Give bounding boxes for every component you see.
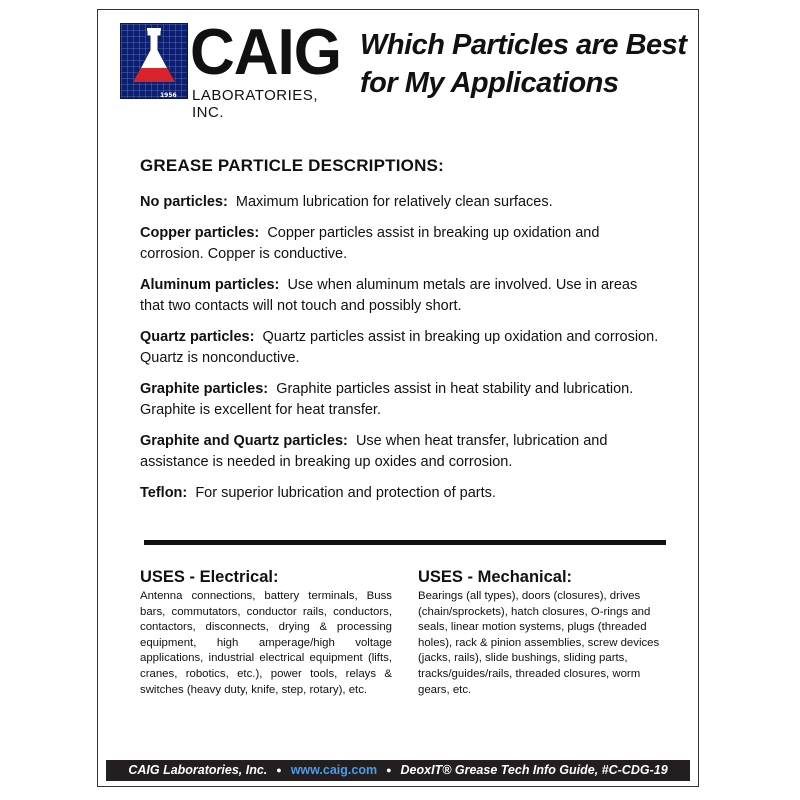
description-aluminum [140, 275, 660, 317]
section-divider [144, 540, 666, 545]
description-text: For superior lubrication and protection of parts. [195, 485, 496, 501]
description-term: Teflon: [140, 485, 188, 501]
footer-website-link[interactable]: www.caig.com [290, 763, 378, 777]
info-sheet [97, 9, 699, 787]
description-quartz [140, 327, 660, 369]
footer-company: CAIG Laboratories, Inc. [128, 763, 268, 777]
logo-year: 1956 [160, 92, 177, 99]
description-text: Use when heat transfer, lubrication and assistance is needed in breaking up oxides and corrosion. [140, 433, 608, 470]
logo-wordmark: CAIG [190, 16, 341, 89]
description-text: Graphite particles assist in heat stability and lubrication. Graphite is excellent for heat transfer. [140, 381, 634, 418]
uses-mechanical [418, 568, 670, 698]
description-term: Graphite and Quartz particles: [140, 433, 348, 449]
page-headline: Which Particles are Best for My Applications [360, 29, 687, 99]
particle-description-list [140, 192, 660, 514]
bullet-separator-icon: ● [276, 765, 282, 775]
description-graphite-quartz [140, 431, 660, 473]
uses-mechanical-title: USES - Mechanical: [418, 568, 573, 586]
description-graphite [140, 379, 660, 421]
description-text: Quartz particles assist in breaking up oxidation and corrosion. Quartz is nonconductive. [140, 329, 659, 366]
description-term: Graphite particles: [140, 381, 269, 397]
description-no-particles [140, 192, 660, 213]
description-text: Copper particles assist in breaking up oxidation and corrosion. Copper is conductive. [140, 225, 600, 262]
flask-icon [121, 24, 187, 98]
logo-flask-emblem [120, 23, 188, 99]
footer-guide-title: DeoxIT® Grease Tech Info Guide, #C-CDG-19 [400, 763, 668, 777]
uses-mechanical-text: Bearings (all types), doors (closures), drives (chain/sprockets), hatch closures, O-rings and seals, linear motion systems, plugs (threaded holes), rack & pinion assemblies, screw devices (jacks, rails), slide bushings, sliding parts, tracks/guides/rails, threaded closures, worm gears, etc. [418, 590, 660, 696]
description-text: Maximum lubrication for relatively clean surfaces. [235, 194, 553, 210]
uses-electrical-title: USES - Electrical: [140, 568, 279, 586]
description-term: Copper particles: [140, 225, 260, 241]
footer-bar [106, 760, 690, 781]
description-term: No particles: [140, 194, 228, 210]
description-copper [140, 223, 660, 265]
description-term: Quartz particles: [140, 329, 255, 345]
caig-logo [120, 16, 341, 121]
section-title: GREASE PARTICLE DESCRIPTIONS: [140, 156, 444, 175]
logo-subtitle: LABORATORIES, INC. [192, 87, 318, 121]
description-term: Aluminum particles: [140, 277, 280, 293]
bullet-separator-icon: ● [386, 765, 392, 775]
uses-electrical [140, 568, 392, 698]
uses-electrical-text: Antenna connections, battery terminals, Buss bars, commutators, conductor rails, conductors, contactors, disconnects, drying & processing equipment, high amperage/high voltage applications, industrial electrical equipment (lifts, cranes, robotics, etc.), power tools, relays & switches (heavy duty, knife, step, rotary), etc. [140, 590, 392, 696]
description-teflon [140, 483, 660, 504]
description-text: Use when aluminum metals are involved. Use in areas that two contacts will not touch and possibly short. [140, 277, 638, 314]
